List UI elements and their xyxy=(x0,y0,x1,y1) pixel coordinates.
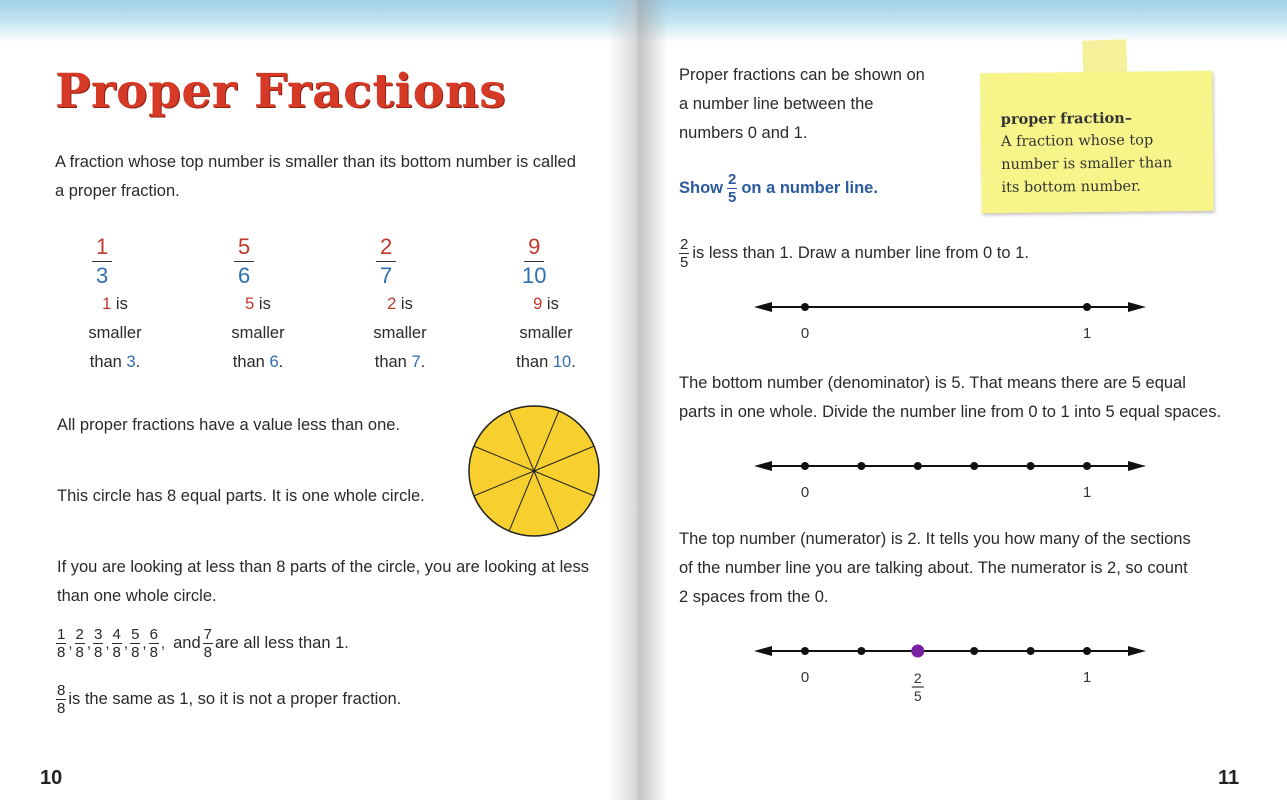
sticky-body xyxy=(1001,129,1212,200)
show-fraction xyxy=(727,172,737,205)
label-one: 1 xyxy=(1082,325,1092,342)
numerator: 3 xyxy=(94,626,103,643)
eighths-circle xyxy=(466,404,602,538)
denominator: 10 xyxy=(522,263,547,288)
denominator: 6 xyxy=(238,263,251,288)
eighth-fraction-last xyxy=(203,627,213,660)
same-as-one xyxy=(56,683,401,716)
comma: , xyxy=(160,635,166,652)
caption-denominator: 7 xyxy=(411,353,421,371)
number-line-point xyxy=(1083,462,1091,470)
denominator: 8 xyxy=(131,644,140,661)
caption-than: than xyxy=(232,353,270,371)
label-zero: 0 xyxy=(800,325,810,342)
definition-sticky-note xyxy=(980,71,1213,213)
looking-text xyxy=(57,553,589,611)
eighth-fraction xyxy=(75,627,85,660)
denominator: 5 xyxy=(728,189,737,206)
show-word: Show xyxy=(679,179,723,197)
caption-numerator: 9 xyxy=(533,295,543,313)
number-line-fifths xyxy=(750,451,1150,507)
example-caption-3 xyxy=(345,290,455,377)
numerator-line-2: of the number line you are talking about. The numerator is 2, so count xyxy=(679,559,1188,577)
sticky-line-2: number is smaller than xyxy=(1001,155,1173,174)
numerator: 2 xyxy=(680,236,689,253)
caption-smaller: smaller xyxy=(231,324,285,342)
caption-smaller: smaller xyxy=(519,324,573,342)
caption-numerator: 5 xyxy=(245,295,255,313)
label-zero: 0 xyxy=(800,484,810,501)
numerator: 5 xyxy=(131,626,140,643)
eighth-fraction xyxy=(149,627,159,660)
number-line-two-fifths xyxy=(750,636,1150,708)
right-intro-line-2: a number line between the xyxy=(679,95,874,113)
caption-period: . xyxy=(135,353,141,371)
eight-eighths xyxy=(56,683,66,716)
number-line-whole xyxy=(750,292,1150,348)
and-word: and xyxy=(173,634,201,652)
denominator: 3 xyxy=(96,263,109,288)
denominator: 7 xyxy=(380,263,393,288)
denominator: 8 xyxy=(57,644,66,661)
eighths-tail: are all less than 1. xyxy=(214,634,349,652)
denominator: 8 xyxy=(112,644,121,661)
denominator: 8 xyxy=(94,644,103,661)
looking-line-1: If you are looking at less than 8 parts of the circle, you are looking at less xyxy=(57,558,589,576)
denominator: 5 xyxy=(680,254,689,271)
value-statement: All proper fractions have a value less than one. xyxy=(57,416,401,434)
right-arrow-icon xyxy=(1128,646,1146,656)
caption-is: is xyxy=(396,295,413,313)
numerator: 1 xyxy=(92,236,112,262)
number-line-point xyxy=(970,462,978,470)
highlight-denominator: 5 xyxy=(913,688,922,704)
page-number-right: 11 xyxy=(1218,767,1240,789)
caption-than: than xyxy=(374,353,412,371)
comma: , xyxy=(123,635,129,652)
denominator: 8 xyxy=(57,700,66,717)
caption-than: than xyxy=(89,353,127,371)
label-zero: 0 xyxy=(800,669,810,686)
numerator: 4 xyxy=(112,626,121,643)
caption-numerator: 2 xyxy=(387,295,397,313)
two-fifths xyxy=(679,237,689,270)
eighths-list xyxy=(56,627,349,660)
example-caption-2 xyxy=(203,290,313,377)
numerator: 2 xyxy=(376,236,396,262)
show-heading xyxy=(679,172,878,205)
comma: , xyxy=(142,635,147,652)
number-line-point xyxy=(801,303,809,311)
intro-line-2: a proper fraction. xyxy=(55,182,180,200)
same-as-one-text: is the same as 1, so it is not a proper fraction. xyxy=(68,690,402,708)
number-line-point xyxy=(801,462,809,470)
caption-period: . xyxy=(278,353,284,371)
number-line-point xyxy=(857,462,865,470)
number-line-point xyxy=(1083,303,1091,311)
numerator: 5 xyxy=(234,236,254,262)
less-than-text: is less than 1. Draw a number line from 0 to 1. xyxy=(692,244,1029,262)
eighth-fraction xyxy=(112,627,122,660)
caption-than: than xyxy=(516,353,553,371)
page-number-left: 10 xyxy=(40,767,63,789)
looking-line-2: than one whole circle. xyxy=(57,587,217,605)
eighth-fraction xyxy=(130,627,140,660)
caption-denominator: 6 xyxy=(269,353,279,371)
caption-denominator: 10 xyxy=(552,353,572,371)
comma: , xyxy=(86,635,92,652)
denominator-text xyxy=(679,369,1221,427)
number-line-point xyxy=(857,647,865,655)
intro-line-1: A fraction whose top number is smaller than its bottom number is called xyxy=(55,153,576,171)
example-fraction-2 xyxy=(234,236,254,287)
eighth-fraction xyxy=(56,627,66,660)
comma: , xyxy=(68,635,73,652)
right-arrow-icon xyxy=(1128,461,1146,471)
number-line-point xyxy=(1083,647,1091,655)
denominator: 8 xyxy=(203,644,212,661)
highlighted-point xyxy=(911,645,924,658)
sticky-line-1: A fraction whose top xyxy=(1000,132,1154,151)
denominator: 8 xyxy=(149,644,158,661)
example-fraction-1 xyxy=(92,236,112,287)
right-intro-line-1: Proper fractions can be shown on xyxy=(679,66,925,84)
example-caption-4 xyxy=(491,290,601,377)
caption-period: . xyxy=(571,353,576,371)
less-than-line xyxy=(679,237,1029,270)
numerator-text xyxy=(679,525,1191,612)
page-title: Proper Fractions xyxy=(55,64,507,119)
numerator: 1 xyxy=(57,626,66,643)
right-intro xyxy=(679,61,925,148)
left-page xyxy=(0,0,635,800)
caption-denominator: 3 xyxy=(126,353,136,371)
numerator: 2 xyxy=(728,171,737,188)
number-line-point xyxy=(970,647,978,655)
label-one: 1 xyxy=(1082,669,1092,686)
numerator: 7 xyxy=(203,626,212,643)
caption-is: is xyxy=(111,295,128,313)
right-intro-line-3: numbers 0 and 1. xyxy=(679,124,808,142)
example-fraction-4 xyxy=(522,236,546,287)
highlight-numerator: 2 xyxy=(913,670,922,686)
numerator: 8 xyxy=(57,682,66,699)
caption-smaller: smaller xyxy=(88,324,142,342)
numerator: 6 xyxy=(149,626,158,643)
caption-is: is xyxy=(254,295,271,313)
denominator: 8 xyxy=(75,644,84,661)
caption-numerator: 1 xyxy=(102,295,112,313)
example-fraction-3 xyxy=(376,236,396,287)
numerator-line-1: The top number (numerator) is 2. It tells you how many of the sections xyxy=(679,530,1191,548)
denominator-line-2: parts in one whole. Divide the number line from 0 to 1 into 5 equal spaces. xyxy=(679,403,1222,421)
numerator-line-3: 2 spaces from the 0. xyxy=(679,588,829,606)
sticky-title: proper fraction– xyxy=(1000,109,1133,129)
numerator: 2 xyxy=(75,626,84,643)
show-rest: on a number line. xyxy=(741,179,878,197)
denominator-line-1: The bottom number (denominator) is 5. That means there are 5 equal xyxy=(679,374,1186,392)
number-line-point xyxy=(1027,647,1035,655)
intro-text xyxy=(55,148,576,206)
caption-period: . xyxy=(420,353,426,371)
number-line-point xyxy=(801,647,809,655)
number-line-point xyxy=(914,462,922,470)
eighth-fraction xyxy=(93,627,103,660)
sticky-line-3: its bottom number. xyxy=(1001,178,1142,197)
label-one: 1 xyxy=(1082,484,1092,501)
right-arrow-icon xyxy=(1128,302,1146,312)
number-line-point xyxy=(1027,462,1035,470)
comma: , xyxy=(105,635,110,652)
example-caption-1 xyxy=(60,290,170,377)
caption-is: is xyxy=(542,295,559,313)
left-arrow-icon xyxy=(754,646,772,656)
circle-statement: This circle has 8 equal parts. It is one whole circle. xyxy=(57,487,425,505)
caption-smaller: smaller xyxy=(373,324,427,342)
left-arrow-icon xyxy=(754,461,772,471)
numerator: 9 xyxy=(524,236,544,262)
left-arrow-icon xyxy=(754,302,772,312)
